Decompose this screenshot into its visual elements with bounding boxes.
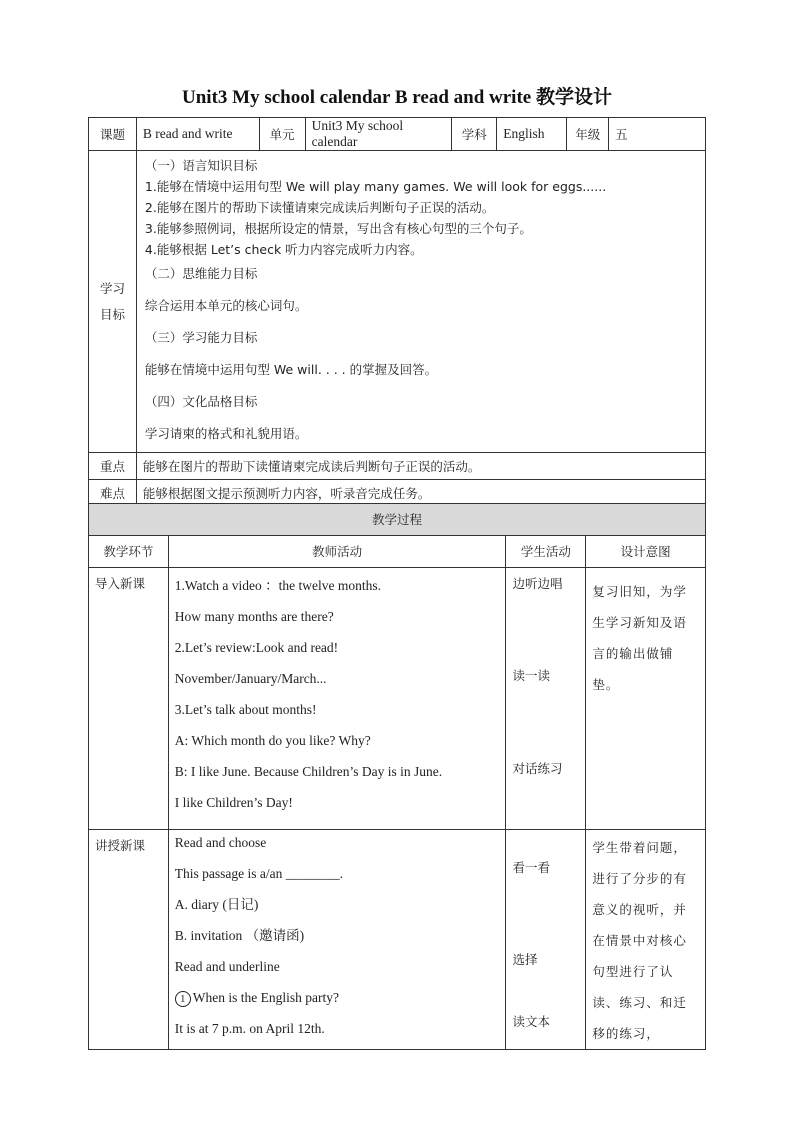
- teacher-line: I like Children’s Day!: [174, 795, 293, 810]
- teacher-line: Read and underline: [174, 959, 280, 974]
- goals-label: [89, 151, 137, 453]
- unit-value: Unit3 My school calendar: [305, 118, 452, 151]
- teacher-line: B. invitation （邀请函): [174, 928, 305, 943]
- student-line: 看一看: [512, 860, 550, 875]
- goals-content: [136, 151, 705, 453]
- goals-label-text: 学习目标: [99, 280, 125, 322]
- stage-new: 讲授新课: [89, 830, 169, 1050]
- student-line: 读文本: [512, 1014, 550, 1029]
- goal-item-2: 2.能够在图片的帮助下读懂请柬完成读后判断句子正误的活动。: [144, 200, 495, 216]
- difficulty-text: 能够根据图文提示预测听力内容，听录音完成任务。: [136, 480, 705, 507]
- circled-number: 1: [175, 991, 191, 1007]
- goals-row: [89, 151, 706, 453]
- student-activity-intro: [506, 568, 586, 830]
- difficulty-label: 难点: [89, 480, 137, 507]
- subject-label: 学科: [452, 118, 497, 151]
- teacher-line-text: When is the English party?: [192, 990, 339, 1005]
- teacher-activity-intro: [168, 568, 506, 830]
- teacher-line: 2.Let’s review:Look and read!: [174, 640, 339, 655]
- grade-value: 五: [609, 118, 706, 151]
- page-title: Unit3 My school calendar B read and write 教学设计: [182, 87, 612, 108]
- key-point-label: 重点: [89, 453, 137, 480]
- goal-text-2: 综合运用本单元的核心词句。: [144, 298, 308, 314]
- teacher-line: 3.Let’s talk about months!: [174, 702, 317, 717]
- goal-text-3: 能够在情境中运用句型 We will. . . . 的掌握及回答。: [144, 362, 438, 378]
- teacher-line: A. diary (日记): [174, 897, 259, 912]
- topic-value: B read and write: [136, 118, 259, 151]
- teacher-activity-new: [168, 830, 506, 1050]
- col-teacher: 教师活动: [168, 536, 506, 568]
- topic-label: 课题: [89, 118, 137, 151]
- process-col-headers: [89, 536, 706, 568]
- key-point-row: [89, 453, 706, 480]
- subject-value: English: [497, 118, 567, 151]
- design-intent-new: 学生带着问题，进行了分步的有意义的视听，并在情景中对核心句型进行了认读、练习、和迁移的练习，: [586, 830, 706, 1050]
- table-row: [89, 830, 706, 1050]
- goal-heading-3: （三）学习能力目标: [144, 330, 258, 346]
- grade-label: 年级: [567, 118, 609, 151]
- design-intent-intro: 复习旧知，为学生学习新知及语言的输出做铺垫。: [586, 568, 706, 830]
- teacher-line: This passage is a/an ________.: [174, 866, 344, 881]
- teacher-line: B: I like June. Because Children’s Day is in June.: [174, 764, 443, 779]
- teacher-line: How many months are there?: [174, 609, 334, 624]
- student-line: 选择: [512, 952, 538, 967]
- goal-item-1: 1.能够在情境中运用句型 We will play many games. We will look for eggs......: [144, 179, 607, 195]
- teacher-line: November/January/March...: [174, 671, 327, 686]
- goal-item-4: 4.能够根据 Let’s check 听力内容完成听力内容。: [144, 242, 423, 258]
- goal-text-4: 学习请柬的格式和礼貌用语。: [144, 426, 308, 442]
- student-line: 边听边唱: [512, 576, 563, 591]
- student-activity-new: [506, 830, 586, 1050]
- key-point-text: 能够在图片的帮助下读懂请柬完成读后判断句子正误的活动。: [136, 453, 705, 480]
- stage-intro: 导入新课: [89, 568, 169, 830]
- teacher-line: A: Which month do you like? Why?: [174, 733, 371, 748]
- process-header: 教学过程: [89, 504, 706, 536]
- unit-label: 单元: [259, 118, 305, 151]
- table-row: [89, 568, 706, 830]
- process-table: [88, 503, 706, 1050]
- teacher-line: [175, 990, 500, 1021]
- student-line: 对话练习: [512, 761, 563, 776]
- col-intent: 设计意图: [586, 536, 706, 568]
- teacher-line: 1.Watch a video ：the twelve months.: [174, 578, 381, 593]
- info-table: [88, 117, 706, 507]
- col-student: 学生活动: [506, 536, 586, 568]
- col-stage: 教学环节: [89, 536, 169, 568]
- goal-heading-4: （四）文化品格目标: [144, 394, 258, 410]
- goal-item-3: 3.能够参照例词，根据所设定的情景，写出含有核心句型的三个句子。: [144, 221, 532, 237]
- info-row: [89, 118, 706, 151]
- teacher-line: Read and choose: [174, 835, 267, 850]
- goal-heading-2: （二）思维能力目标: [144, 266, 258, 282]
- goal-heading-1: （一）语言知识目标: [144, 158, 258, 174]
- student-line: 读一读: [512, 668, 550, 683]
- teacher-line: It is at 7 p.m. on April 12th.: [174, 1021, 325, 1036]
